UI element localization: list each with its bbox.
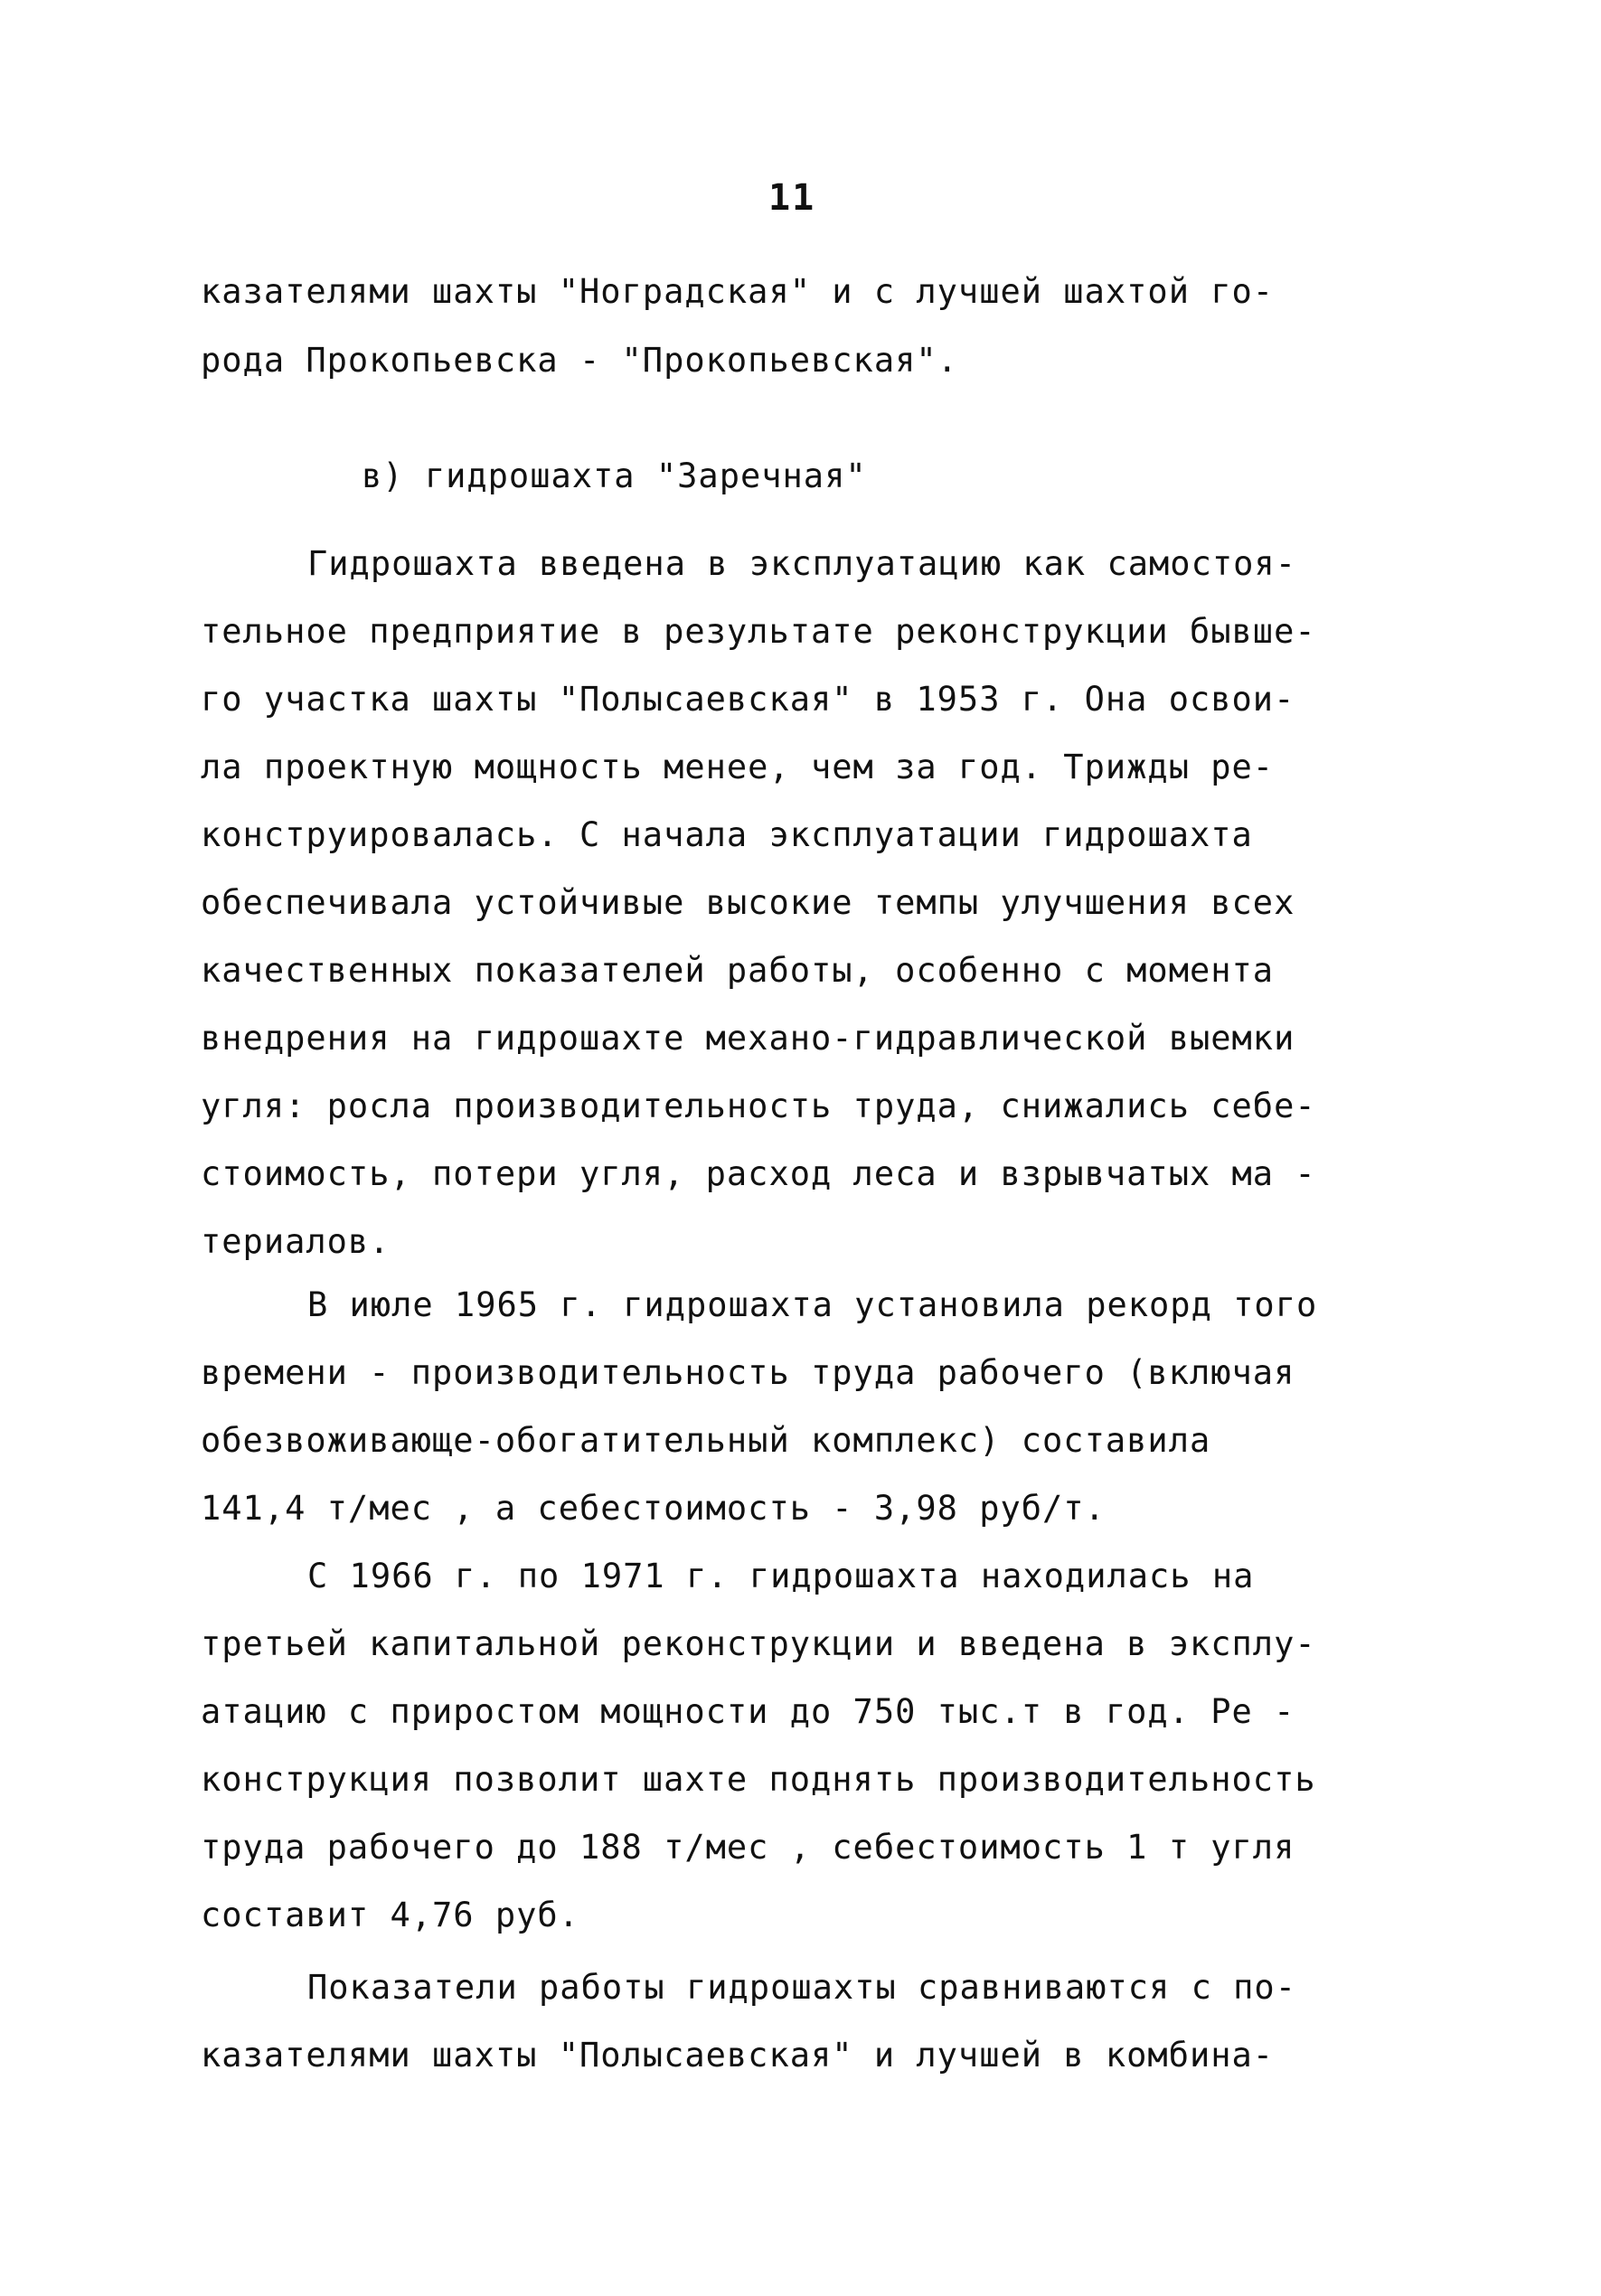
section-heading: в) гидрошахта "Заречная" xyxy=(362,456,867,495)
text-line: ла проектную мощность менее, чем за год. Трижды ре- xyxy=(201,748,1275,786)
text-line: конструкция позволит шахте поднять производительность xyxy=(201,1760,1316,1799)
text-line: качественных показателей работы, особенно с момента xyxy=(201,951,1275,990)
text-line: обезвоживающе-обогатительный комплекс) составила xyxy=(201,1421,1211,1460)
text-line: териалов. xyxy=(201,1222,391,1261)
text-line: Гидрошахта введена в эксплуатацию как самостоя- xyxy=(307,544,1296,583)
text-line: казателями шахты "Ноградская" и с лучшей шахтой го- xyxy=(201,272,1275,311)
text-line: угля: росла производительность труда, снижались себе- xyxy=(201,1087,1316,1125)
text-line: обеспечивала устойчивые высокие темпы улучшения всех xyxy=(201,883,1295,922)
text-line: Показатели работы гидрошахты сравниваются с по- xyxy=(307,1968,1296,2007)
text-line: тельное предприятие в результате реконструкции бывше- xyxy=(201,612,1316,651)
text-line: конструировалась. С начала эксплуатации гидрошахта xyxy=(201,815,1253,854)
text-line: труда рабочего до 188 т/мес , себестоимость 1 т угля xyxy=(201,1828,1295,1867)
text-line: рода Прокопьевска - "Прокопьевская". xyxy=(201,341,958,380)
text-line: атацию с приростом мощности до 750 тыс.т в год. Ре - xyxy=(201,1692,1295,1731)
text-line: времени - производительность труда рабочего (включая xyxy=(201,1353,1295,1392)
page-number: 11 xyxy=(768,177,816,219)
text-line: В июле 1965 г. гидрошахта установила рекорд того xyxy=(307,1285,1318,1324)
text-line: С 1966 г. по 1971 г. гидрошахта находилась на xyxy=(307,1557,1255,1595)
text-line: стоимость, потери угля, расход леса и взрывчатых ма - xyxy=(201,1154,1316,1193)
text-line: составит 4,76 руб. xyxy=(201,1896,579,1934)
text-line: внедрения на гидрошахте механо-гидравлической выемки xyxy=(201,1019,1295,1058)
text-line: го участка шахты "Полысаевская" в 1953 г. Она освои- xyxy=(201,680,1295,719)
text-line: 141,4 т/мес , а себестоимость - 3,98 руб/т. xyxy=(201,1489,1106,1528)
text-line: третьей капитальной реконструкции и введена в эксплу- xyxy=(201,1624,1316,1663)
text-line: казателями шахты "Полысаевская" и лучшей в комбина- xyxy=(201,2036,1275,2075)
